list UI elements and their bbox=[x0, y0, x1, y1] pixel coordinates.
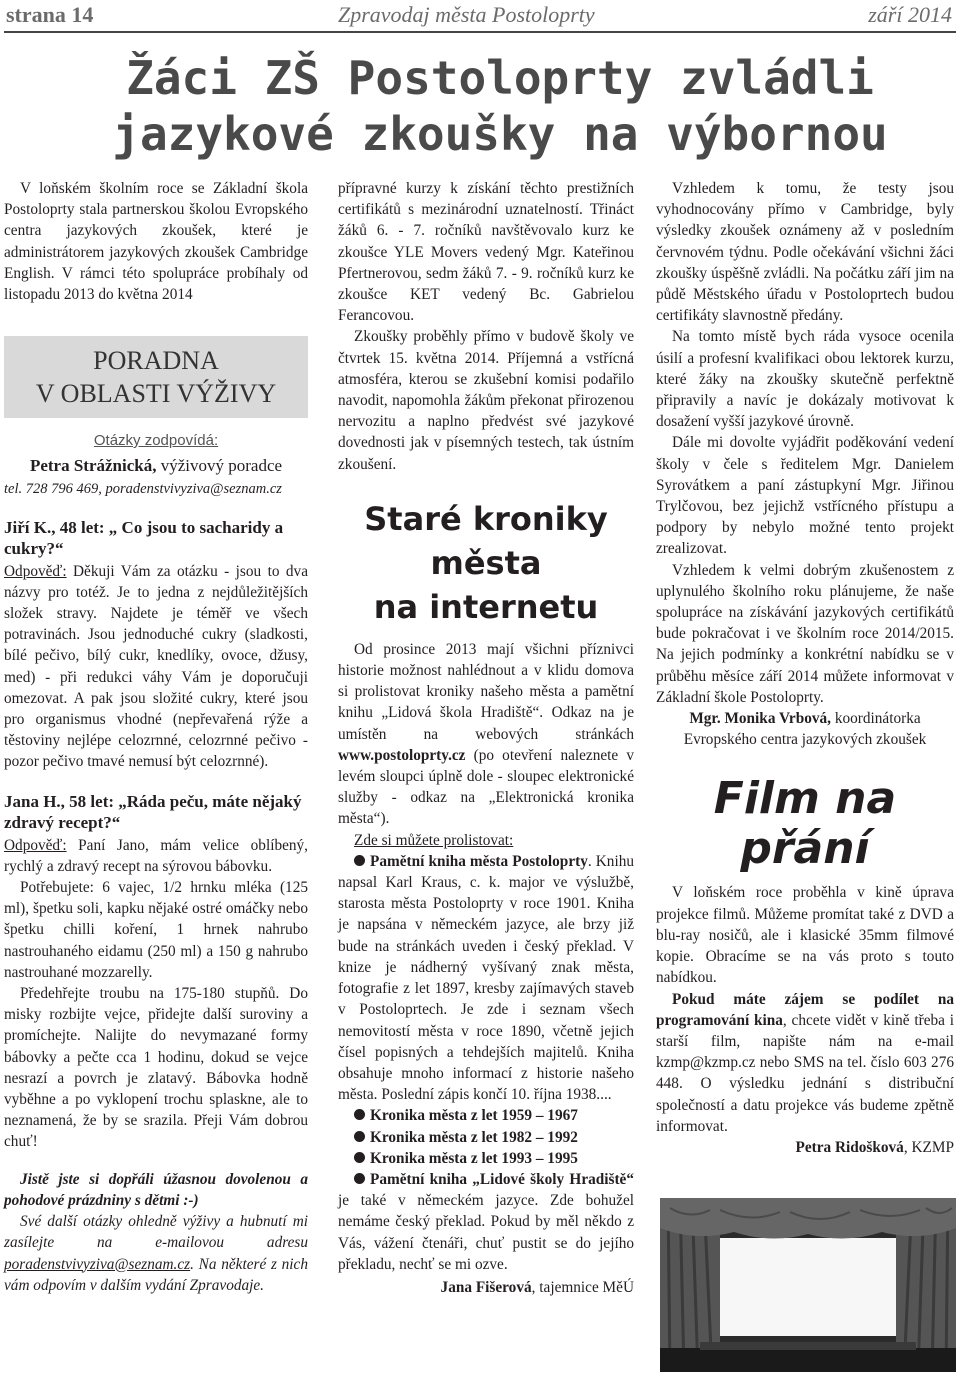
chronicles-headline bbox=[338, 497, 634, 629]
headline-line-2: jazykové zkoušky na výbornou bbox=[112, 107, 888, 161]
bullet-icon bbox=[354, 1152, 365, 1163]
qa-label: Otázky zodpovídá: bbox=[93, 432, 219, 449]
film-paragraph: V loňském roce proběhla v kině úprava projekce filmů. Můžeme promítat také z DVD a blu-ray nosičů, ale i klasické 35mm filmové kopie. Obracíme se na vás proto s touto nabídkou. bbox=[656, 884, 954, 987]
advisor-contact: tel. 728 796 469, poradenstvivyziva@seznam.cz bbox=[4, 481, 282, 498]
answer-label: Odpověď: bbox=[4, 836, 67, 854]
contact-email-link[interactable]: poradenstvivyziva@seznam.cz bbox=[4, 1255, 191, 1273]
cinema-image bbox=[660, 1198, 956, 1372]
box-title-line-1: PORADNA bbox=[93, 346, 219, 375]
issue-date: září 2014 bbox=[868, 2, 952, 27]
paragraph-results: Vzhledem k tomu, že testy jsou vyhodnocovány přímo v Cambridge, byly výsledky zkoušek oznámeny až v posledním červnovém týdnu. Podle očekávání všichni žáci zkoušky úspěšně zvládli. Na počátku září jim na půdě Městského úřadu v Postoloprtech budou certifikáty slavnostně předány. bbox=[656, 180, 954, 325]
paragraph-thanks-school: Dále mi dovolte vyjádřit poděkování vedení školy v čele s ředitelem Mgr. Danielem Syrovátkem a paní zástupkyní Mgr. Jiřinou Trylčovou, bez jejichž vstřícného přístupu a podpory by nebylo možné tento projekt zrealizovat. bbox=[656, 434, 954, 558]
article-headline bbox=[60, 50, 940, 162]
paragraph-courses: přípravné kurzy k získání těchto prestižních certifikátů s mezinárodní uznatelností. Třináct žáků 6. - 7. ročníků navštěvovalo kurz ke zkoušce YLE Movers vedený Mgr. Kateřinou Pfertnerovou, sedm žáků 7. - 9. ročníků kurz ke zkoušce KET vedený Bc. Gabrielou Ferancovou. bbox=[338, 180, 634, 325]
page-number: strana 14 bbox=[6, 2, 94, 27]
website-link[interactable]: www.postoloprty.cz bbox=[338, 746, 466, 764]
answer-1: Odpověď: Děkuji Vám za otázku - jsou to dva názvy pro totéž. Je to jedna z nejdůležitějších složek stravy. Najdete je téměř ve všech potravinách. Jsou jednoduché cukry (sladkosti, bílé pečivo, bílý cukr, knedlíky, ovoce, džusy, med) - při redukci váhy Vám je doporučuji omezovat. A pak jsou složité cukry, které jsou pro organismus vhodné (nepřevařená rýže a těstoviny nejlépe celozrnné, celozrnné pečivo - pozor pečivo tmavé nemusí být celozrnné). bbox=[4, 562, 308, 771]
coordinator-signature: Mgr. Monika Vrbová, koordinátorka Evropského centra jazykových zkoušek bbox=[683, 710, 927, 749]
question-2: Jana H., 58 let: „Ráda peču, máte nějaký zdravý recept?“ bbox=[4, 791, 302, 832]
bullet-icon bbox=[354, 1173, 365, 1184]
chronicles-headline-line-2: města bbox=[430, 543, 542, 582]
nutrition-advice-box bbox=[4, 336, 308, 418]
list-item: Kronika města z let 1993 – 1995 bbox=[338, 1148, 634, 1169]
advisor-name: Petra Strážnická, bbox=[29, 456, 157, 476]
paragraph-exams: Zkoušky proběhly přímo v budově školy ve čtvrtek 15. května 2014. Příjemná a vstřícná atmosféra, kterou se zkušební komisi podařilo navodit, napomohla žákům překonat přirozenou nervozitu a naplno předvést své jazykové dovednosti jak v písemných testech, tak ústním zkoušení. bbox=[338, 328, 634, 473]
publication-name: Zpravodaj města Postoloprty bbox=[338, 2, 595, 27]
chronicles-headline-line-3: na internetu bbox=[373, 587, 599, 626]
list-item: Pamětní kniha „Lidové školy Hradiště“ je také v německém jazyce. Zde bohužel nemáme český překlad. Pokud by měl někdo z Vás, vážení čtenáři, chuť pustit se do jejího překladu, nechť se mi ozve. bbox=[338, 1170, 634, 1273]
column-right bbox=[656, 178, 954, 1158]
cinema-curtain-illustration bbox=[660, 1198, 956, 1372]
film-headline: Film na přání bbox=[713, 773, 897, 875]
intro-paragraph: V loňském školním roce se Základní škola Postoloprty stala partnerskou školou Evropského centra jazykových zkoušek, které je administrátorem jazykových zkoušek Cambridge English. V rámci této spolupráce probíhaly od listopadu 2013 do května 2014 bbox=[4, 180, 308, 304]
list-item: Kronika města z let 1982 – 1992 bbox=[338, 1127, 634, 1148]
answer-2: Odpověď: Paní Jano, mám velice oblíbený, rychlý a zdravý recept na sýrovou bábovku. bbox=[4, 836, 308, 875]
list-item: Pamětní kniha města Postoloprty. Knihu napsal Karl Kraus, c. k. major ve výslužbě, starosta města Postoloprty v roce 1901. Kniha je napsána v německém jazyce, ale brzy již bude na stránkách uveden i český překlad. V knize je nádherný vyšívaný znak města, fotografie z let 1897, kresby zajímavých staveb v Postoloprtech. Je zde i seznam všech nemovitostí města v roce 1890, včetně jejich čísel popisných a tehdejších majitelů. Kniha obsahuje mnoho informací z historie našeho města. Poslední zápis končí 10. října 1938.... bbox=[338, 852, 634, 1104]
bullet-icon bbox=[354, 1109, 365, 1120]
chronicles-paragraph: Od prosince 2013 mají všichni příznivci historie možnost nahlédnout a v klidu domova si prolistovat kroniky našeho města a pamětní knihu „Lidová škola Hradiště“. Odkaz na je umístěn na webových stránkách www.postoloprty.cz (po otevření naleznete v levém sloupci úplně dole - sloupec elektronické služby - odkaz na „Elektronická kronika města“). bbox=[338, 640, 634, 828]
closing-paragraph: Své další otázky ohledně výživy a hubnutí mi zasílejte na e-mailovou adresu poradenstvivyziva@seznam.cz. Na některé z nich vám odpovím v dalším vydání Zpravodaje. bbox=[4, 1213, 308, 1294]
method-paragraph: Předehřejte troubu na 175-180 stupňů. Do misky rozbijte vejce, přidejte další suroviny a promíchejte. Nalijte do nevymazané formy bábovky a pečte cca 1 hodinu, dokud se vejce nesrazí a povrch je zlatavý. Bábovka hodně vyběhne a po vyklopení trochu splaskne, ale to neznamená, že by se srazila. Přeji Vám dobrou chuť! bbox=[4, 985, 308, 1151]
paragraph-future: Vzhledem k velmi dobrým zkušenostem z uplynulého školního roku plánujeme, že naše spolupráce na získávání jazykových certifikátů bude pokračovat i ve školním roce 2014/2015. Na jejich podmínky a konkrétní nabídku se v průběhu měsíce září 2014 můžete informovat v Základní škole Postoloprty. bbox=[656, 561, 954, 706]
film-signature: Petra Ridošková, KZMP bbox=[795, 1138, 954, 1156]
closing-bold: Jistě jste si dopřáli úžasnou dovolenou a pohodové prázdniny s dětmi :-) bbox=[4, 1170, 308, 1209]
page-header bbox=[0, 0, 960, 30]
bullet-icon bbox=[354, 855, 365, 866]
bullet-icon bbox=[354, 1131, 365, 1142]
list-item: Kronika města z let 1959 – 1967 bbox=[338, 1105, 634, 1126]
headline-line-1: Žáci ZŠ Postoloprty zvládli bbox=[126, 51, 874, 105]
answer-label: Odpověď: bbox=[4, 562, 67, 580]
box-title-line-2: V OBLASTI VÝŽIVY bbox=[35, 379, 277, 408]
advisor bbox=[4, 455, 308, 476]
question-1: Jiří K., 48 let: „ Co jsou to sacharidy a cukry?“ bbox=[4, 517, 284, 558]
advisor-role: výživový poradce bbox=[156, 456, 283, 476]
browse-label: Zde si můžete prolistovat: bbox=[354, 831, 514, 849]
column-left bbox=[4, 178, 308, 305]
chronicles-headline-line-1: Staré kroniky bbox=[364, 499, 608, 538]
film-request-paragraph: Pokud máte zájem se podílet na programování kina, chcete vidět v kině třeba i starší film, napište nám na e-mail kzmp@kzmp.cz nebo SMS na tel. číslo 603 276 448. O výsledku jednání s distribuční společností a datu projekce vás budeme zpětně informovat. bbox=[656, 990, 954, 1135]
ingredients-paragraph: Potřebujete: 6 vajec, 1/2 hrnku mléka (125 ml), špetku soli, kapku nějaké ostré omáčky nebo špetku chilli koření, 1 hrnek nahrubo nastrouhaného eidamu (250 ml) a 150 g nahrubo nastrouhané mozzarelly. bbox=[4, 879, 308, 981]
column-middle bbox=[338, 178, 634, 1298]
paragraph-thanks-teachers: Na tomto místě bych ráda vysoce ocenila úsilí a profesní kvalifikaci obou lektorek kurzu, které žáky na zkoušky skutečně perfektně připravily a navíc je dokázaly motivovat k dosažení vyšší jazykové úrovně. bbox=[656, 328, 954, 431]
advice-section bbox=[4, 428, 308, 1296]
chronicles-signature: Jana Fišerová, tajemnice MěÚ bbox=[440, 1278, 634, 1296]
header-divider bbox=[4, 31, 956, 33]
